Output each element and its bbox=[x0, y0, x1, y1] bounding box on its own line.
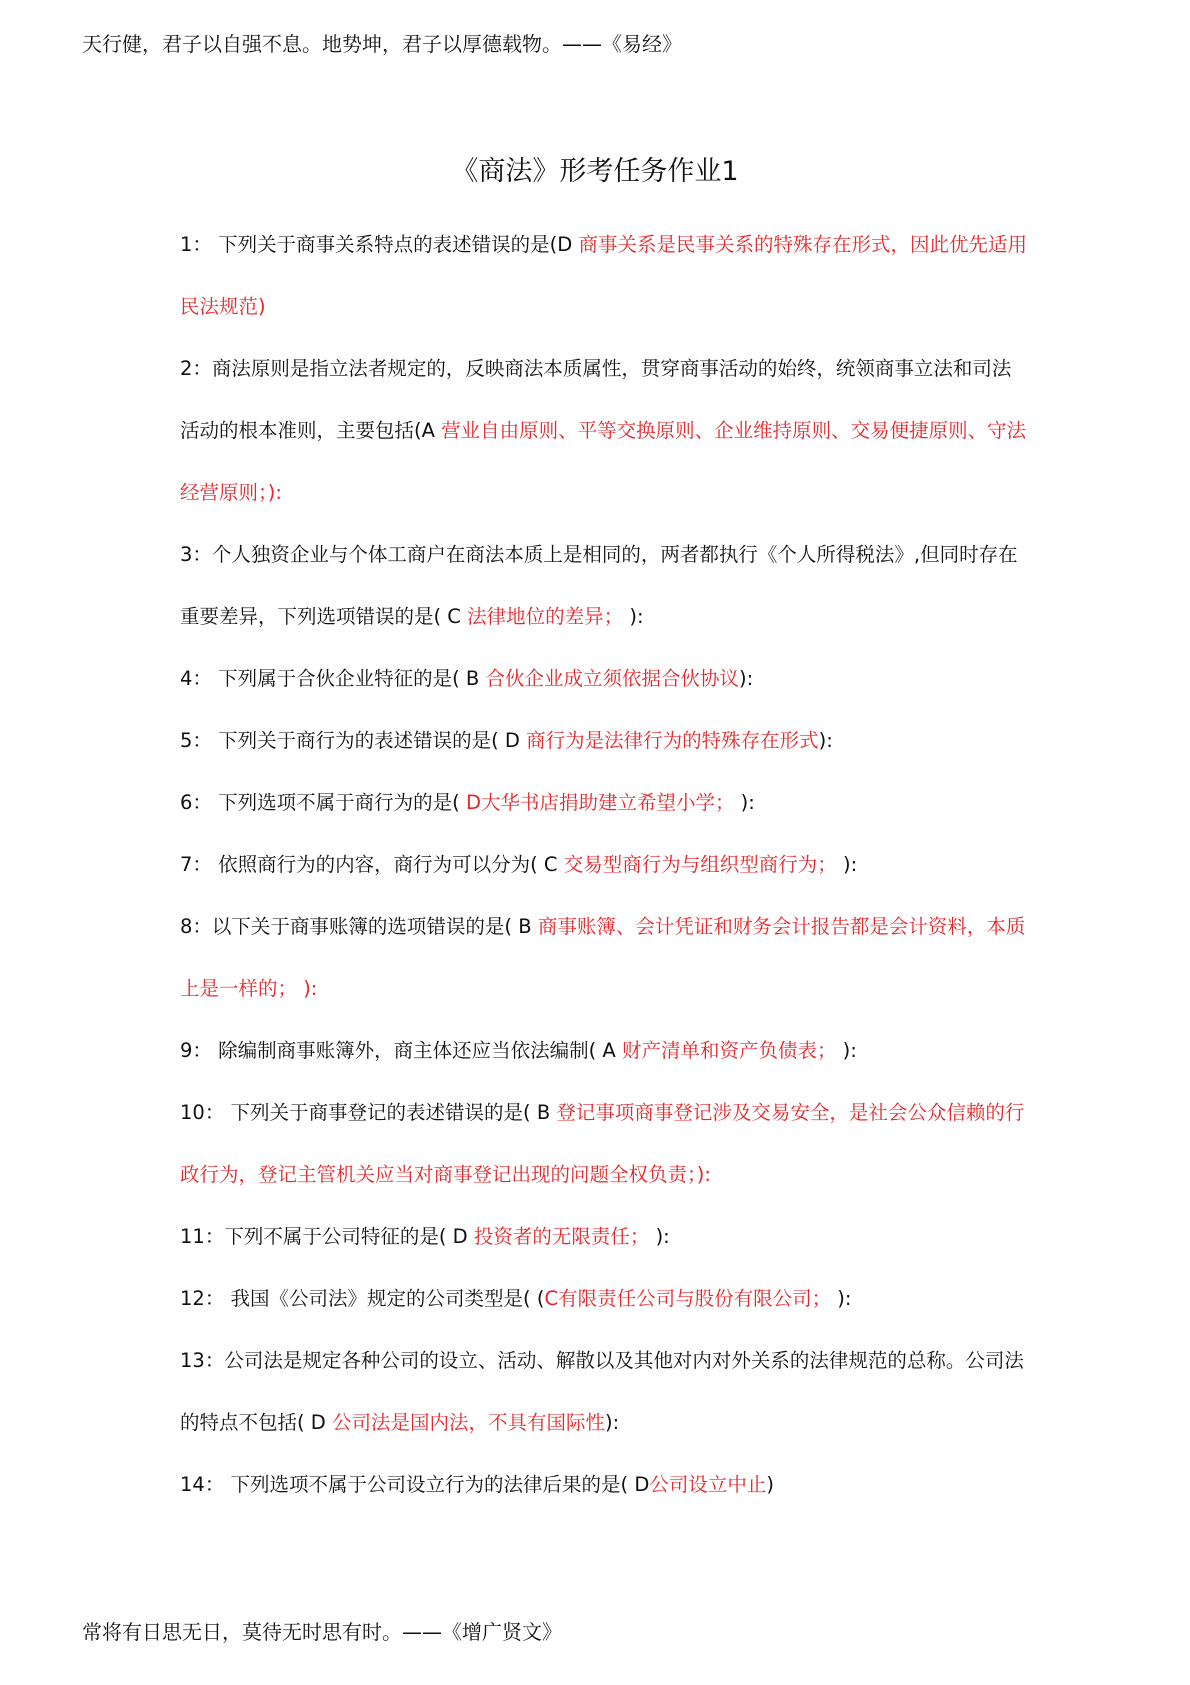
answer-text: 商事关系是民事关系的特殊存在形式，因此优先适用民法规范) bbox=[180, 233, 1027, 318]
question-number: 14： bbox=[180, 1473, 225, 1496]
question-stem: 下列不属于公司特征的是( D bbox=[224, 1225, 474, 1248]
question-tail: ): bbox=[836, 1039, 857, 1062]
question-item bbox=[180, 896, 1030, 1020]
question-number: 7： bbox=[180, 853, 212, 876]
answer-text: 公司法是国内法，不具有国际性 bbox=[332, 1411, 606, 1434]
question-tail: ): bbox=[831, 1287, 852, 1310]
answer-text: 营业自由原则、平等交换原则、企业维持原则、交易便捷原则、守法经营原则；): bbox=[180, 419, 1027, 504]
question-stem: 除编制商事账簿外，商主体还应当依法编制( A bbox=[211, 1039, 622, 1062]
question-item bbox=[180, 524, 1030, 648]
header-quote: 天行健，君子以自强不息。地势坤，君子以厚德载物。——《易经》 bbox=[82, 32, 682, 56]
answer-text: 交易型商行为与组织型商行为； bbox=[563, 853, 837, 876]
question-stem: 下列关于商事登记的表述错误的是( B bbox=[224, 1101, 557, 1124]
question-item bbox=[180, 338, 1030, 524]
question-number: 9： bbox=[180, 1039, 212, 1062]
question-tail: ): bbox=[739, 667, 754, 690]
question-item bbox=[180, 1268, 1030, 1330]
answer-text: 法律地位的差异； bbox=[467, 605, 624, 628]
question-item bbox=[180, 1330, 1030, 1454]
question-tail: ): bbox=[818, 729, 833, 752]
question-tail: ): bbox=[649, 1225, 670, 1248]
question-tail: ): bbox=[836, 853, 858, 876]
question-stem: 下列关于商行为的表述错误的是( D bbox=[211, 729, 527, 752]
answer-text: 财产清单和资产负债表； bbox=[621, 1039, 837, 1062]
answer-text: 商事账簿、会计凭证和财务会计报告都是会计资料，本质上是一样的； ): bbox=[180, 915, 1026, 1000]
answer-text: 商行为是法律行为的特殊存在形式 bbox=[526, 729, 819, 752]
question-item bbox=[180, 1454, 1030, 1516]
question-number: 12： bbox=[180, 1287, 225, 1310]
question-number: 1： bbox=[180, 233, 212, 256]
question-item bbox=[180, 834, 1030, 896]
question-stem: 以下关于商事账簿的选项错误的是( B bbox=[211, 915, 538, 938]
question-stem: 我国《公司法》规定的公司类型是( ( bbox=[224, 1287, 545, 1310]
footer-quote: 常将有日思无日，莫待无时思有时。——《增广贤文》 bbox=[82, 1620, 562, 1644]
question-number: 4： bbox=[180, 667, 212, 690]
question-item bbox=[180, 772, 1030, 834]
question-stem: 下列选项不属于公司设立行为的法律后果的是( D bbox=[224, 1473, 650, 1496]
question-item bbox=[180, 1082, 1030, 1206]
question-stem: 公司法是规定各种公司的设立、活动、解散以及其他对内对外关系的法律规范的总称。公司法的特点不包括( D bbox=[180, 1349, 1024, 1434]
question-stem: 商法原则是指立法者规定的，反映商法本质属性，贯穿商事活动的始终，统领商事立法和司法活动的根本准则，主要包括(A bbox=[180, 357, 1012, 442]
answer-text: C有限责任公司与股份有限公司； bbox=[544, 1287, 832, 1310]
question-number: 10： bbox=[180, 1101, 225, 1124]
question-number: 3： bbox=[180, 543, 212, 566]
answer-text: 合伙企业成立须依据合伙协议 bbox=[485, 667, 740, 690]
question-number: 2： bbox=[180, 357, 212, 380]
question-number: 6： bbox=[180, 791, 212, 814]
question-tail: ) bbox=[766, 1473, 774, 1496]
question-item bbox=[180, 214, 1030, 338]
answer-text: 公司设立中止 bbox=[649, 1473, 767, 1496]
question-number: 11： bbox=[180, 1225, 225, 1248]
question-item bbox=[180, 648, 1030, 710]
answer-text: 登记事项商事登记涉及交易安全，是社会公众信赖的行政行为，登记主管机关应当对商事登记出现的问题全权负责；): bbox=[180, 1101, 1025, 1186]
answer-text: D大华书店捐助建立希望小学； bbox=[465, 791, 735, 814]
document-title: 《商法》形考任务作业1 bbox=[451, 156, 739, 187]
question-stem: 下列属于合伙企业特征的是( B bbox=[211, 667, 486, 690]
question-stem: 依照商行为的内容，商行为可以分为( C bbox=[211, 853, 564, 876]
question-number: 8： bbox=[180, 915, 212, 938]
question-item bbox=[180, 1020, 1030, 1082]
question-tail: ): bbox=[734, 791, 755, 814]
question-tail: ): bbox=[605, 1411, 620, 1434]
question-number: 5： bbox=[180, 729, 212, 752]
question-item bbox=[180, 710, 1030, 772]
question-tail: ): bbox=[623, 605, 644, 628]
answer-text: 投资者的无限责任； bbox=[473, 1225, 650, 1248]
question-stem: 下列选项不属于商行为的是( bbox=[211, 791, 466, 814]
question-list bbox=[180, 214, 1030, 1516]
question-number: 13： bbox=[180, 1349, 225, 1372]
question-stem: 个人独资企业与个体工商户在商法本质上是相同的，两者都执行《个人所得税法》,但同时存在重要差异，下列选项错误的是( C bbox=[180, 543, 1018, 628]
question-stem: 下列关于商事关系特点的表述错误的是(D bbox=[211, 233, 579, 256]
question-item bbox=[180, 1206, 1030, 1268]
